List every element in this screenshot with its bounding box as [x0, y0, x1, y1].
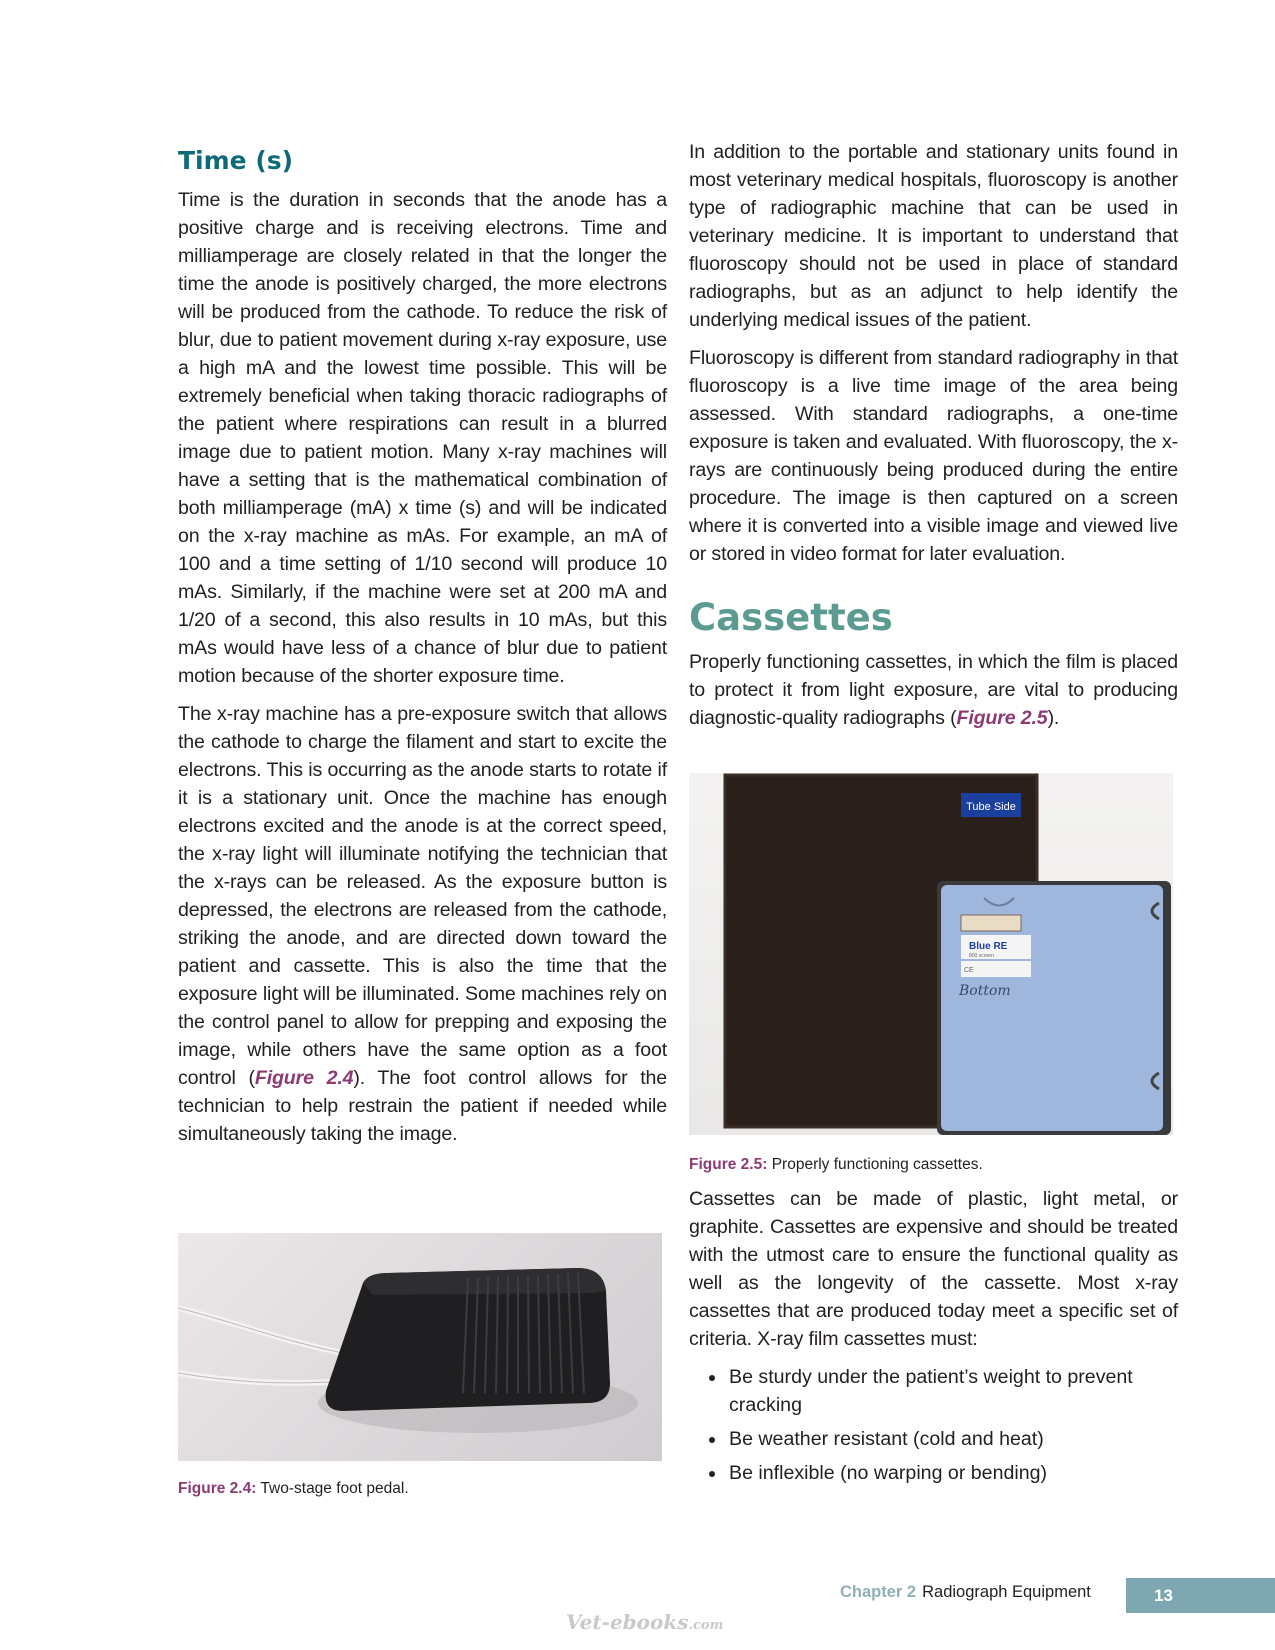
section-heading-time: Time (s) [178, 146, 294, 175]
page-number: 13 [1126, 1578, 1275, 1613]
ce-mark-label: CE [964, 967, 974, 974]
tube-side-label: Tube Side [966, 801, 1016, 813]
figure-reference-link[interactable]: Figure 2.4 [254, 1067, 354, 1089]
list-item: • Be sturdy under the patient’s weight to prevent cracking [727, 1363, 1178, 1419]
figure-2-5-caption [689, 1155, 983, 1175]
right-column [689, 138, 1178, 742]
figure-reference-link[interactable]: Figure 2.5 [956, 707, 1048, 730]
cassette-criteria-list [689, 1363, 1178, 1487]
paragraph-cassette-materials: Cassettes can be made of plastic, light metal, or graphite. Cassettes are expensive and should be treated with the utmost care to ensure the functional quality as well as the longevity of the cassette. Most x-ray cassettes that are produced today meet a specific set of criteria. X-ray film cassettes must: [689, 1188, 1178, 1350]
right-column-lower [689, 1185, 1178, 1493]
watermark-logo: Vet-ebooks.com [566, 1610, 724, 1634]
figure-label: Figure 2.4: [178, 1480, 257, 1497]
cassettes-illustration [689, 773, 1173, 1135]
list-item: • Be weather resistant (cold and heat) [727, 1425, 1178, 1453]
foot-pedal-illustration [178, 1233, 662, 1461]
paragraph-fluoroscopy-intro: In addition to the portable and stationary units found in most veterinary medical hospitals, fluoroscopy is another type of radiographic machine that can be used in veterinary medicine. It is important to understand that fluoroscopy should not be used in place of standard radiographs, but as an adjunct to help identify the underlying medical issues of the patient. [689, 141, 1178, 331]
paragraph-cassettes-intro [689, 648, 1178, 732]
paragraph-pre-exposure [178, 700, 667, 1148]
paragraph-time: Time is the duration in seconds that the anode has a positive charge and is receiving electrons. Time and milliamperage are closely related in that the longer the time the anode is positively charged, the more electrons will be produced from the cathode. To reduce the risk of blur, due to patient movement during x-ray exposure, use a high mA and the lowest time possible. This will be extremely beneficial when taking thoracic radiographs of the patient where respirations can result in a blurred image due to patient motion. Many x-ray machines will have a setting that is the mathematical combination of both milliamperage (mA) x time (s) and will be indicated on the x-ray machine as mAs. For example, an mA of 100 and a time setting of 1/10 second will produce 10 mAs. Similarly, if the machine were set at 200 mA and 1/20 of a second, this also results in 10 mAs, but this mAs would have less of a chance of blur due to patient motion because of the shorter exposure time. [178, 189, 667, 687]
running-footer [840, 1583, 1091, 1602]
figure-caption-text: Two-stage foot pedal. [260, 1480, 409, 1497]
figure-2-4-caption [178, 1479, 409, 1499]
paragraph-text: Properly functioning cassettes, in which the film is placed to protect it from light exposure, are vital to producing diagnostic-quality radiographs ( [689, 651, 1178, 730]
chapter-title: Radiograph Equipment [922, 1583, 1091, 1601]
paragraph-text: The x-ray machine has a pre-exposure switch that allows the cathode to charge the filament and start to excite the electrons. This is occurring as the anode starts to rotate if it is a stationary unit. Once the machine has enough electrons excited and the anode is at the correct speed, the x-ray light will illuminate notifying the technician that the x-rays can be released. As the exposure button is depressed, the electrons are released from the cathode, striking the anode, and are directed down toward the patient and cassette. This is also the time that the exposure light will be illuminated. Some machines rely on the control panel to allow for prepping and exposing the image, while others have the same option as a foot control ( [178, 703, 667, 1089]
figure-label: Figure 2.5: [689, 1156, 768, 1173]
chapter-number: Chapter 2 [840, 1583, 917, 1601]
bottom-handwriting: Bottom [959, 983, 1011, 999]
figure-cassettes-photo [689, 773, 1173, 1135]
list-item: • Be inflexible (no warping or bending) [727, 1459, 1178, 1487]
paragraph-text: ). [1047, 707, 1060, 730]
figure-caption-text: Properly functioning cassettes. [771, 1156, 983, 1173]
figure-foot-pedal-photo [178, 1233, 662, 1461]
section-heading-cassettes: Cassettes [689, 596, 893, 639]
blue-re-label: Blue RE [969, 941, 1008, 952]
paragraph-text: ). The foot control allows for the technician to help restrain the patient if needed while simultaneously taking the image. [178, 1067, 667, 1145]
left-column [178, 138, 667, 1158]
paragraph-fluoroscopy-difference: Fluoroscopy is different from standard radiography in that fluoroscopy is a live time image of the area being assessed. With standard radiographs, a one-time exposure is taken and evaluated. With fluoroscopy, the x-rays are continuously being produced during the entire procedure. The image is then captured on a screen where it is converted into a visible image and viewed live or stored in video format for later evaluation. [689, 347, 1178, 565]
screen-label: 800 screen [969, 953, 994, 959]
